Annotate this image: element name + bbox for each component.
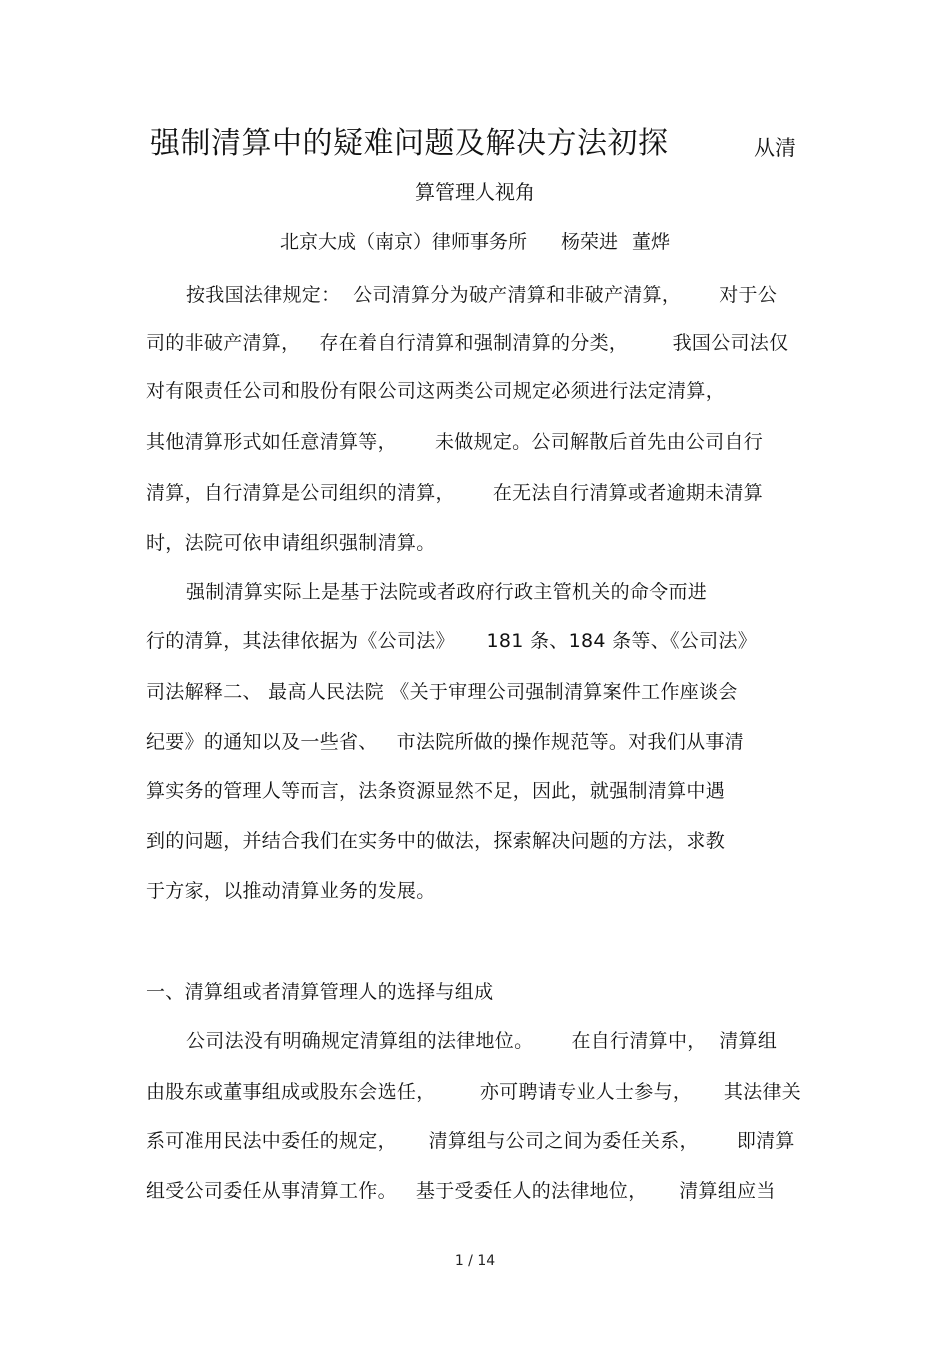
paragraph-line: 司的非破产清算， 存在着自行清算和强制清算的分类， 我国公司法仅 (146, 332, 789, 354)
author-name: 杨荣进 (560, 231, 618, 253)
paragraph-line: 强制清算实际上是基于法院或者政府行政主管机关的命令而进 (186, 581, 708, 603)
paragraph-line: 其他清算形式如任意清算等， 未做规定。公司解散后首先由公司自行 (146, 431, 764, 453)
paragraph-line: 于方家，以推动清算业务的发展。 (146, 880, 436, 902)
paragraph-line: 到的问题，并结合我们在实务中的做法，探索解决问题的方法，求教 (146, 830, 726, 852)
paragraph-line: 组受公司委任从事清算工作。 基于受委任人的法律地位， 清算组应当 (146, 1180, 776, 1202)
author-name: 董烨 (632, 231, 671, 253)
paragraph-line: 由股东或董事组成或股东会选任， 亦可聘请专业人士参与， 其法律关 (146, 1081, 802, 1103)
author-organization: 北京大成（南京）律师事务所 (279, 231, 527, 253)
page-number: 1 / 14 (454, 1253, 496, 1269)
section-heading: 一、清算组或者清算管理人的选择与组成 (146, 981, 494, 1003)
paragraph-line: 按我国法律规定： 公司清算分为破产清算和非破产清算， 对于公 (186, 284, 778, 306)
document-title-continuation: 从清 (754, 136, 796, 160)
document-title: 强制清算中的疑难问题及解决方法初探 (150, 126, 669, 161)
paragraph-line: 时，法院可依申请组织强制清算。 (146, 532, 436, 554)
paragraph-line: 纪要》的通知以及一些省、 市法院所做的操作规范等。对我们从事清 (146, 731, 745, 753)
paragraph-line: 系可准用民法中委任的规定， 清算组与公司之间为委任关系， 即清算 (146, 1130, 795, 1152)
paragraph-line: 公司法没有明确规定清算组的法律地位。 在自行清算中， 清算组 (186, 1030, 778, 1052)
paragraph-line: 清算，自行清算是公司组织的清算， 在无法自行清算或者逾期未清算 (146, 482, 764, 504)
author-line (0, 229, 950, 255)
document-subtitle: 算管理人视角 (415, 180, 535, 204)
paragraph-line: 行的清算，其法律依据为《公司法》 181 条、184 条等、《公司法》 (146, 630, 758, 652)
paragraph-line: 算实务的管理人等而言，法条资源显然不足，因此，就强制清算中遇 (146, 780, 726, 802)
paragraph-line: 对有限责任公司和股份有限公司这两类公司规定必须进行法定清算， (146, 380, 726, 402)
paragraph-line: 司法解释二、 最高人民法院 《关于审理公司强制清算案件工作座谈会 (146, 681, 738, 703)
